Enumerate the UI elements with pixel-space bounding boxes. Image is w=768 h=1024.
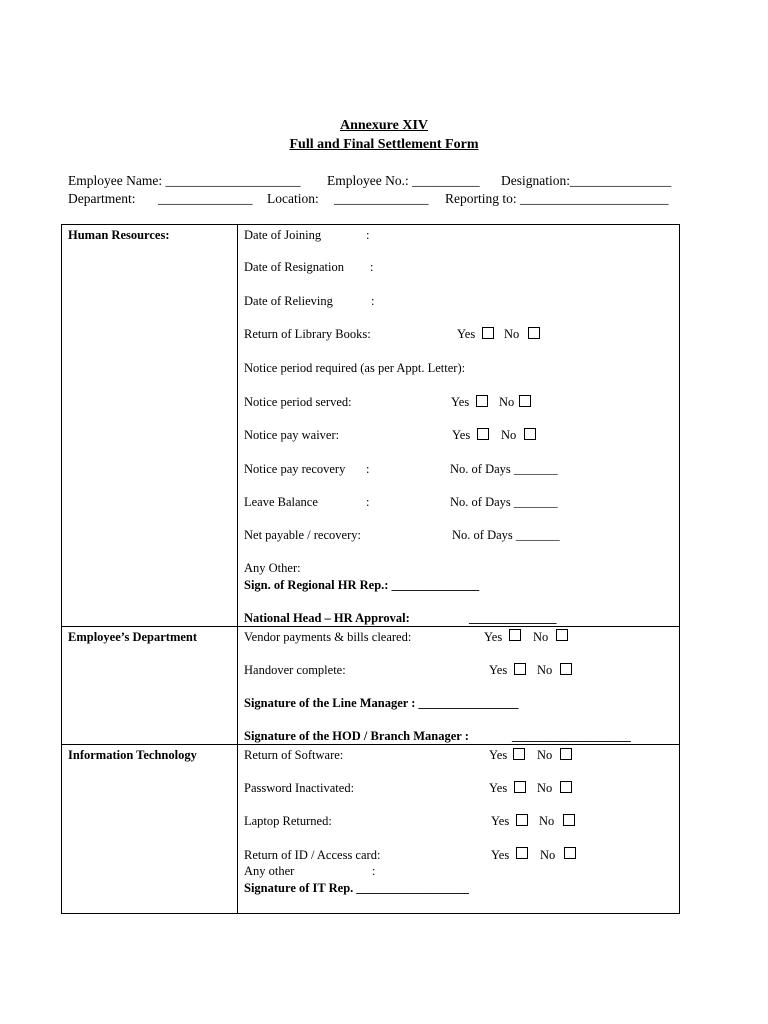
- vendor-no-checkbox[interactable]: [556, 629, 568, 641]
- colon: :: [366, 228, 370, 242]
- no-label: No: [533, 630, 549, 644]
- designation-field[interactable]: Designation:_______________: [501, 173, 672, 188]
- net-payable-days-field[interactable]: No. of Days _______: [452, 528, 560, 542]
- password-yes-checkbox[interactable]: [514, 781, 526, 793]
- department-label: Department:: [68, 191, 136, 206]
- form-title: Full and Final Settlement Form: [289, 137, 479, 152]
- employee-name-field[interactable]: Employee Name: ____________________: [68, 173, 301, 188]
- library-yes-checkbox[interactable]: [482, 327, 494, 339]
- regional-hr-signature-field[interactable]: Sign. of Regional HR Rep.: ______________: [244, 578, 480, 592]
- no-label: No: [499, 395, 515, 409]
- notice-served-label: Notice period served:: [244, 395, 352, 409]
- software-yes-checkbox[interactable]: [513, 748, 525, 760]
- library-books-label: Return of Library Books:: [244, 327, 371, 341]
- yes-label: Yes: [489, 781, 508, 795]
- hod-signature-field[interactable]: ___________________: [512, 729, 631, 743]
- hr-any-other-label: Any Other:: [244, 561, 301, 575]
- no-label: No: [504, 327, 520, 341]
- it-section-heading: Information Technology: [68, 748, 197, 762]
- handover-yes-checkbox[interactable]: [514, 663, 526, 675]
- hr-section-heading: Human Resources:: [68, 228, 170, 242]
- yes-label: Yes: [452, 428, 471, 442]
- notice-served-no-checkbox[interactable]: [519, 395, 531, 407]
- annexure-title: Annexure XIV: [339, 118, 429, 133]
- software-no-checkbox[interactable]: [560, 748, 572, 760]
- vendor-payments-label: Vendor payments & bills cleared:: [244, 630, 412, 644]
- return-software-label: Return of Software:: [244, 748, 344, 762]
- department-section-heading: Employee’s Department: [68, 630, 198, 644]
- leave-balance-label: Leave Balance: [244, 495, 318, 509]
- date-of-relieving-label: Date of Relieving: [244, 294, 333, 308]
- password-inactivated-label: Password Inactivated:: [244, 781, 355, 795]
- id-card-no-checkbox[interactable]: [564, 847, 576, 859]
- yes-label: Yes: [491, 848, 510, 862]
- colon: :: [371, 294, 375, 308]
- notice-served-yes-checkbox[interactable]: [476, 395, 488, 407]
- location-label: Location:: [267, 191, 319, 206]
- password-no-checkbox[interactable]: [560, 781, 572, 793]
- no-label: No: [501, 428, 517, 442]
- notice-waiver-yes-checkbox[interactable]: [477, 428, 489, 440]
- id-card-yes-checkbox[interactable]: [516, 847, 528, 859]
- return-id-card-label: Return of ID / Access card:: [244, 848, 381, 862]
- national-head-approval-label: National Head – HR Approval:: [244, 611, 410, 625]
- colon: :: [366, 462, 370, 476]
- department-field[interactable]: ______________: [158, 191, 253, 206]
- laptop-returned-label: Laptop Returned:: [244, 814, 332, 828]
- date-of-resignation-label: Date of Resignation: [244, 260, 344, 274]
- hod-signature-label: Signature of the HOD / Branch Manager :: [244, 729, 469, 743]
- date-of-joining-label: Date of Joining: [244, 228, 322, 242]
- handover-no-checkbox[interactable]: [560, 663, 572, 675]
- no-label: No: [539, 814, 555, 828]
- colon: :: [372, 864, 376, 878]
- yes-label: Yes: [489, 748, 508, 762]
- yes-label: Yes: [451, 395, 470, 409]
- yes-label: Yes: [457, 327, 476, 341]
- leave-balance-days-field[interactable]: No. of Days _______: [450, 495, 558, 509]
- reporting-to-field[interactable]: Reporting to: ______________________: [445, 191, 669, 206]
- yes-label: Yes: [489, 663, 508, 677]
- net-payable-label: Net payable / recovery:: [244, 528, 361, 542]
- no-label: No: [540, 848, 556, 862]
- notice-recovery-label: Notice pay recovery: [244, 462, 346, 476]
- national-head-approval-field[interactable]: ______________: [469, 611, 557, 625]
- laptop-yes-checkbox[interactable]: [516, 814, 528, 826]
- yes-label: Yes: [484, 630, 503, 644]
- colon: :: [370, 260, 374, 274]
- yes-label: Yes: [491, 814, 510, 828]
- it-rep-signature-field[interactable]: Signature of IT Rep. __________________: [244, 881, 469, 895]
- library-no-checkbox[interactable]: [528, 327, 540, 339]
- notice-waiver-label: Notice pay waiver:: [244, 428, 340, 442]
- location-field[interactable]: ______________: [334, 191, 429, 206]
- notice-waiver-no-checkbox[interactable]: [524, 428, 536, 440]
- employee-no-field[interactable]: Employee No.: __________: [327, 173, 480, 188]
- no-label: No: [537, 663, 553, 677]
- notice-recovery-days-field[interactable]: No. of Days _______: [450, 462, 558, 476]
- line-manager-signature-field[interactable]: Signature of the Line Manager : ________________: [244, 696, 519, 710]
- notice-required-label: Notice period required (as per Appt. Letter):: [244, 361, 466, 375]
- no-label: No: [537, 748, 553, 762]
- laptop-no-checkbox[interactable]: [563, 814, 575, 826]
- no-label: No: [537, 781, 553, 795]
- it-any-other-label: Any other: [244, 864, 295, 878]
- colon: :: [366, 495, 370, 509]
- handover-label: Handover complete:: [244, 663, 346, 677]
- vendor-yes-checkbox[interactable]: [509, 629, 521, 641]
